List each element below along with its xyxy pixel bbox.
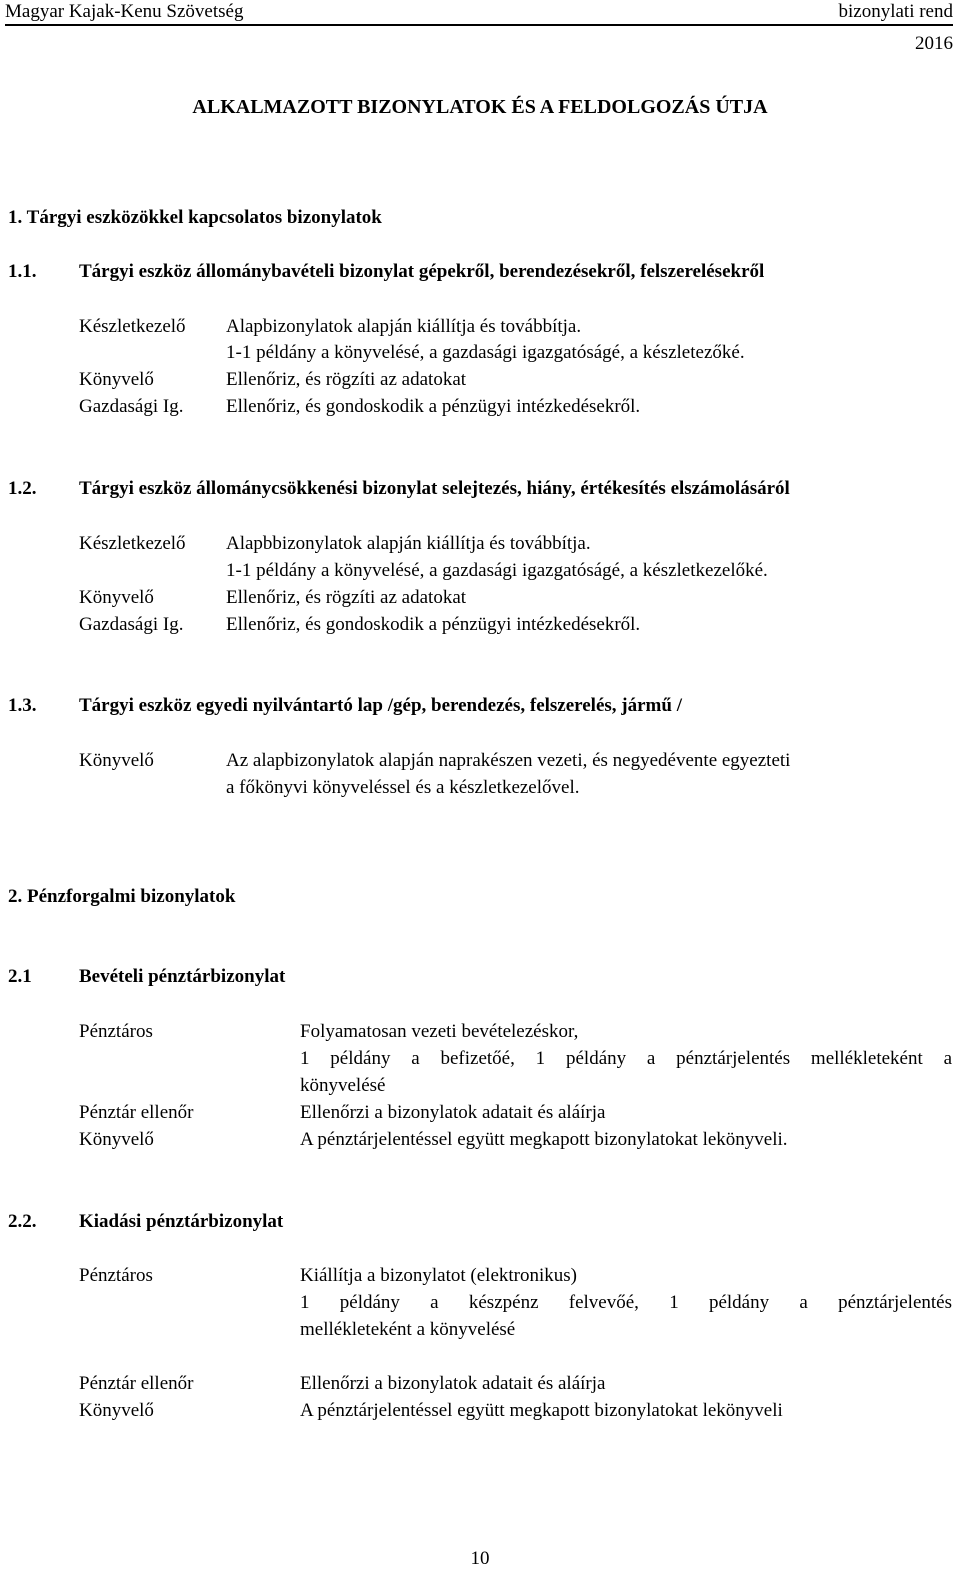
role-label: Könyvelő: [79, 369, 154, 390]
role-description: Alapbbizonylatok alapján kiállítja és továbbítja.: [226, 533, 591, 554]
section-number: 1.2.: [8, 478, 37, 499]
header-year: 2016: [915, 33, 953, 54]
role-description: Ellenőriz, és gondoskodik a pénzügyi intézkedésekről.: [226, 614, 641, 635]
section-heading: Tárgyi eszköz egyedi nyilvántartó lap /gép, berendezés, felszerelés, jármű /: [79, 695, 682, 716]
page-title: ALKALMAZOTT BIZONYLATOK ÉS A FELDOLGOZÁS ÚTJA: [192, 96, 768, 118]
role-description: Az alapbizonylatok alapján naprakészen vezeti, és negyedévente egyezteti: [226, 750, 791, 771]
role-description: Ellenőriz, és rögzíti az adatokat: [226, 587, 467, 608]
section-number: 2.2.: [8, 1211, 37, 1232]
role-description: Alapbizonylatok alapján kiállítja és továbbítja.: [226, 316, 582, 337]
role-description: Kiállítja a bizonylatot (elektronikus): [300, 1265, 578, 1286]
section-heading: Tárgyi eszköz állománycsökkenési bizonylat selejtezés, hiány, értékesítés elszámolásáról: [79, 478, 790, 499]
role-label: Könyvelő: [79, 750, 154, 771]
role-description: 1 példány a készpénz felvevőé, 1 példány a pénztárjelentés: [300, 1292, 952, 1313]
role-label: Könyvelő: [79, 587, 154, 608]
role-description: 1 példány a befizetőé, 1 példány a pénztárjelentés mellékleteként a: [300, 1048, 952, 1069]
role-label: Gazdasági Ig.: [79, 396, 184, 417]
section-number: 2.1: [8, 966, 32, 987]
header-organization: Magyar Kajak-Kenu Szövetség: [5, 1, 244, 22]
role-description: Ellenőriz, és rögzíti az adatokat: [226, 369, 467, 390]
page-number: 10: [470, 1548, 490, 1569]
role-label: Készletkezelő: [79, 533, 186, 554]
role-label: Pénztár ellenőr: [79, 1373, 194, 1394]
role-label: Pénztár ellenőr: [79, 1102, 194, 1123]
role-label: Készletkezelő: [79, 316, 186, 337]
section-number: 1.3.: [8, 695, 37, 716]
role-description: A pénztárjelentéssel együtt megkapott bizonylatokat lekönyveli: [300, 1400, 783, 1421]
header-document-name: bizonylati rend: [838, 1, 953, 22]
role-label: Gazdasági Ig.: [79, 614, 184, 635]
role-description: a főkönyvi könyveléssel és a készletkezelővel.: [226, 777, 580, 798]
role-description: 1-1 példány a könyvelésé, a gazdasági igazgatóságé, a készletkezelőké.: [226, 560, 768, 581]
header-rule: [5, 24, 953, 26]
section-1-heading: 1. Tárgyi eszközökkel kapcsolatos bizonylatok: [8, 207, 382, 228]
section-2-heading: 2. Pénzforgalmi bizonylatok: [8, 886, 236, 907]
role-description: Folyamatosan vezeti bevételezéskor,: [300, 1021, 579, 1042]
role-label: Könyvelő: [79, 1400, 154, 1421]
section-heading: Tárgyi eszköz állománybavételi bizonylat gépekről, berendezésekről, felszerelésekről: [79, 261, 765, 282]
role-description: Ellenőrzi a bizonylatok adatait és aláírja: [300, 1102, 606, 1123]
role-description: 1-1 példány a könyvelésé, a gazdasági igazgatóságé, a készletezőké.: [226, 342, 745, 363]
role-description: A pénztárjelentéssel együtt megkapott bizonylatokat lekönyveli.: [300, 1129, 788, 1150]
role-label: Könyvelő: [79, 1129, 154, 1150]
section-heading: Kiadási pénztárbizonylat: [79, 1211, 284, 1232]
role-label: Pénztáros: [79, 1021, 153, 1042]
section-number: 1.1.: [8, 261, 37, 282]
role-label: Pénztáros: [79, 1265, 153, 1286]
section-heading: Bevételi pénztárbizonylat: [79, 966, 286, 987]
role-description: könyvelésé: [300, 1075, 386, 1096]
role-description: mellékleteként a könyvelésé: [300, 1319, 516, 1340]
role-description: Ellenőrzi a bizonylatok adatait és aláírja: [300, 1373, 606, 1394]
role-description: Ellenőriz, és gondoskodik a pénzügyi intézkedésekről.: [226, 396, 641, 417]
